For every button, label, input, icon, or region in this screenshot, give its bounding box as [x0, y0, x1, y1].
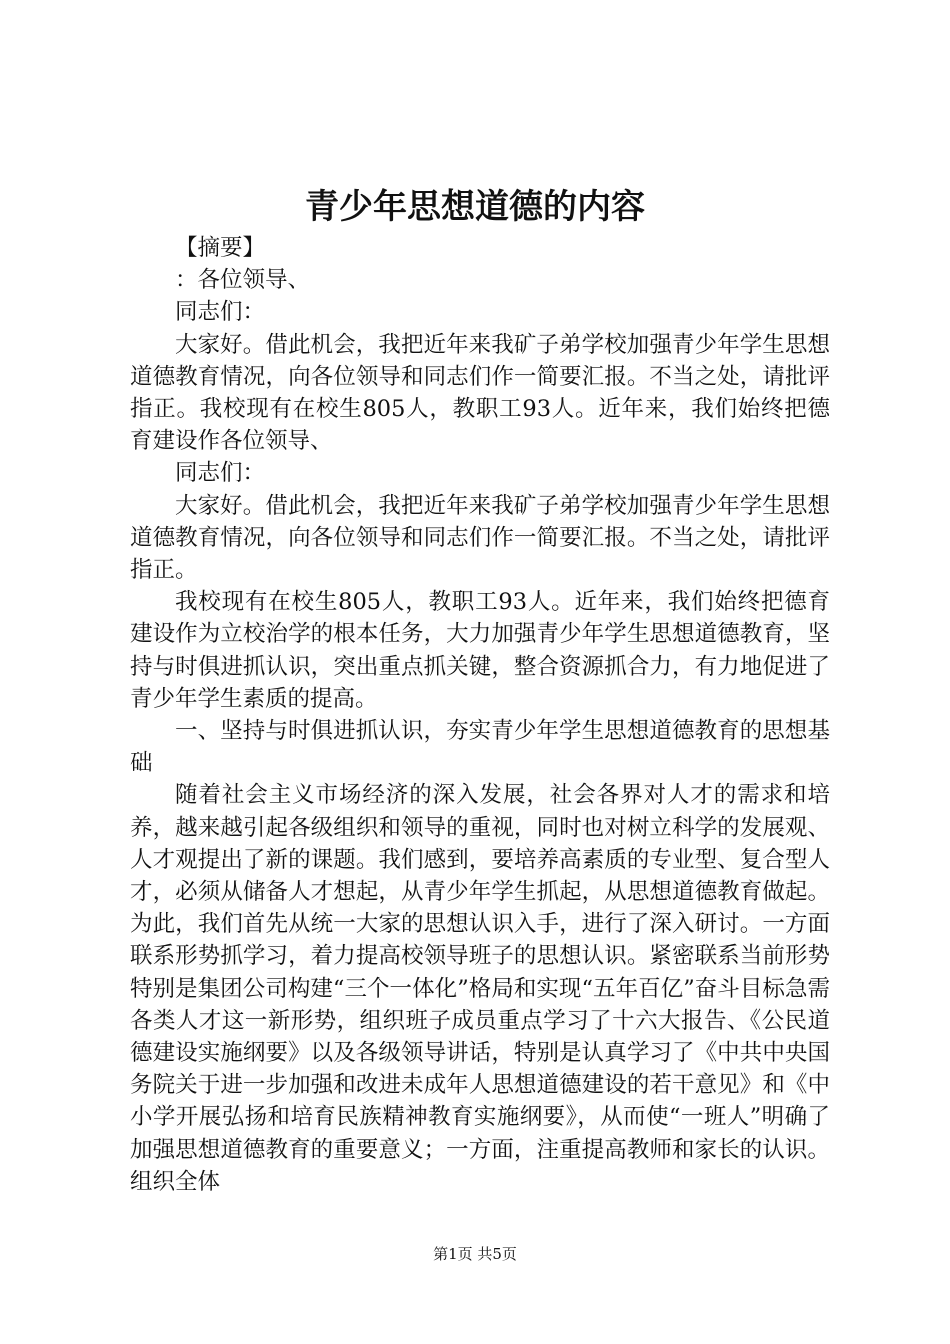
- page-title: 青少年思想道德的内容: [305, 187, 645, 227]
- paragraph: 大家好。借此机会，我把近年来我矿子弟学校加强青少年学生思想道德教育情况，向各位领导和同志们作一简要汇报。不当之处，请批评指正。我校现有在校生805人，教职工93人。近年来，我们始终把德育建设作各位领导、: [130, 331, 830, 455]
- paragraph: 随着社会主义市场经济的深入发展，社会各界对人才的需求和培养，越来越引起各级组织和领导的重视，同时也对树立科学的发展观、人才观提出了新的课题。我们感到，要培养高素质的专业型、复合型人才，必须从储备人才想起，从青少年学生抓起，从思想道德教育做起。为此，我们首先从统一大家的思想认识入手，进行了深入研讨。一方面联系形势抓学习，着力提高校领导班子的思想认识。紧密联系当前形势特别是集团公司构建“三个一体化”格局和实现“五年百亿”奋斗目标急需各类人才这一新形势，组织班子成员重点学习了十六大报告、《公民道德建设实施纲要》以及各级领导讲话，特别是认真学习了《中共中央国务院关于进一步加强和改进未成年人思想道德建设的若干意见》和《中小学开展弘扬和培育民族精神教育实施纲要》，从而使“一班人”明确了加强思想道德教育的重要意义；一方面，注重提高教师和家长的认识。组织全体: [130, 782, 830, 1195]
- paragraph: 大家好。借此机会，我把近年来我矿子弟学校加强青少年学生思想道德教育情况，向各位领导和同志们作一简要汇报。不当之处，请批评指正。: [130, 492, 830, 584]
- paragraph: ：各位领导、: [175, 267, 311, 294]
- paragraph: 我校现有在校生805人，教职工93人。近年来，我们始终把德育建设作为立校治学的根本任务，大力加强青少年学生思想道德教育，坚持与时俱进抓认识，突出重点抓关键，整合资源抓合力，有力地促进了青少年学生素质的提高。: [130, 589, 830, 712]
- paragraph: 同志们：: [175, 460, 266, 487]
- section-heading: 一、坚持与时俱进抓认识，夯实青少年学生思想道德教育的思想基础: [130, 718, 830, 777]
- document-body: [130, 232, 830, 1198]
- paragraph: 【摘要】: [175, 235, 266, 261]
- paragraph: 同志们：: [175, 299, 266, 326]
- page-footer: 第1页 共5页: [433, 1245, 517, 1263]
